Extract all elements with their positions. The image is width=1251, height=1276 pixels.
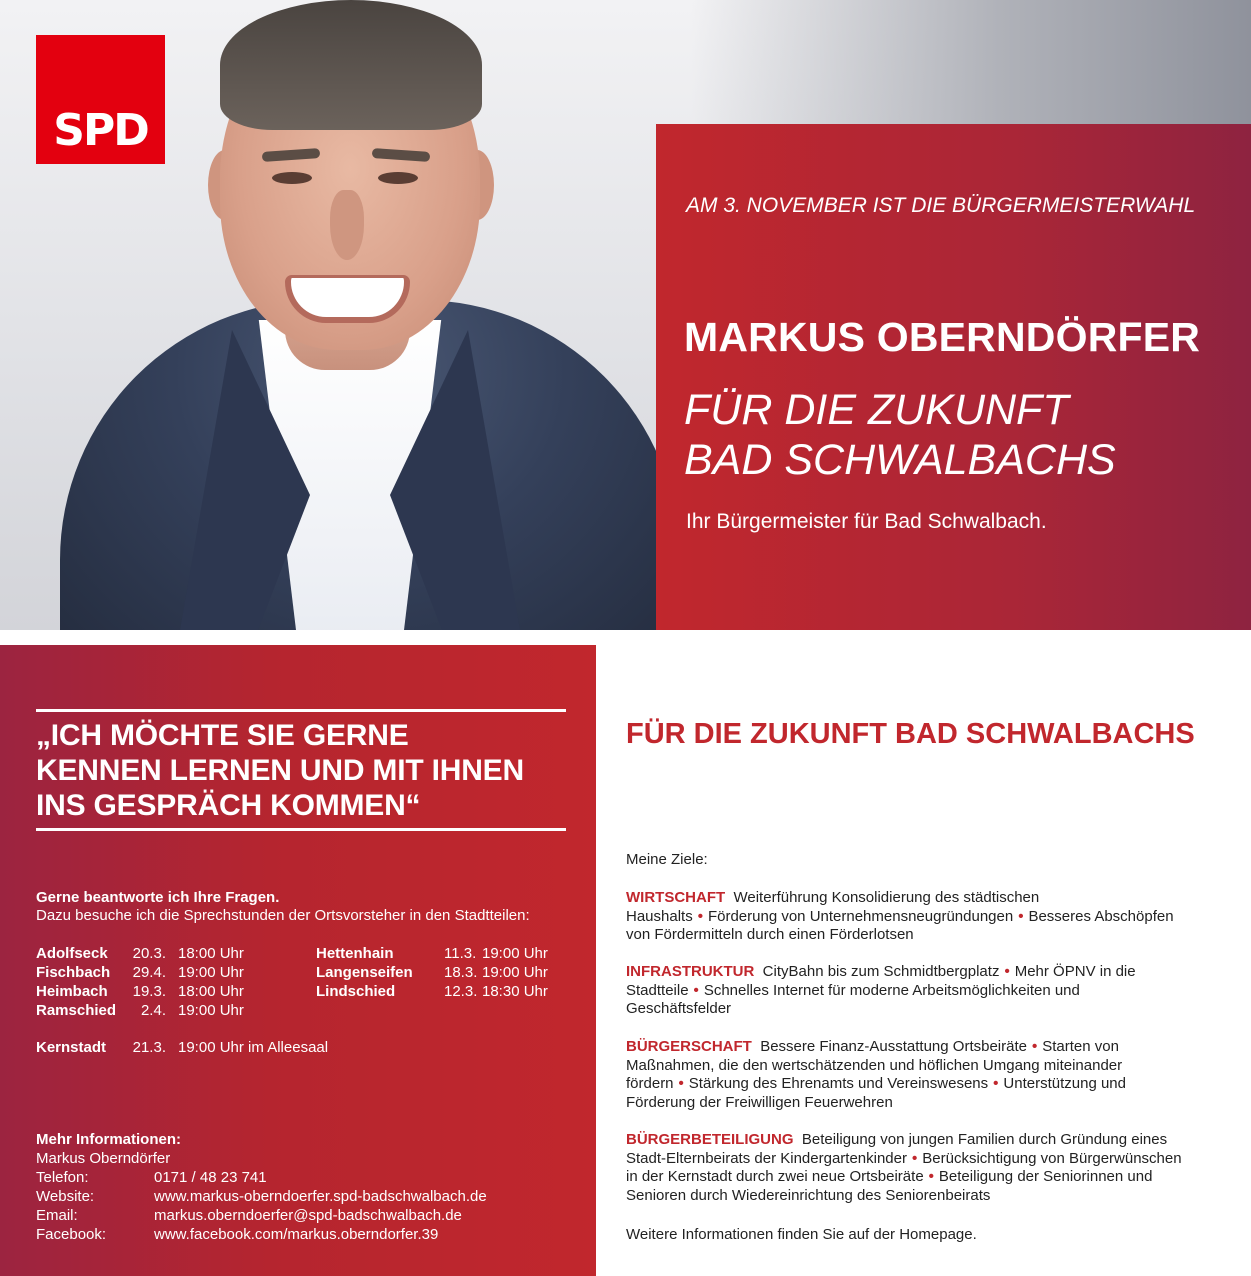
goal-wirtschaft [626,889,1186,945]
spd-logo-text: SPD [53,105,148,156]
schedule-date: 19.3. [132,983,166,1000]
schedule-date: 2.4. [140,1002,166,1019]
schedule-date: 21.3. [132,1039,166,1056]
quote-rule-top [36,709,566,712]
bullet-dot: • [928,1168,934,1186]
schedule-right [316,944,548,1001]
bullet-dot: • [678,1075,684,1093]
goal-item: Berücksichtigung von Bürgerwünschen in der Kernstadt durch zwei neue Ortsbeiräte [626,1149,1182,1186]
goal-item: Weiterführung Konsolidierung des städtischen Haushalts [626,889,1040,925]
goal-key: WIRTSCHAFT [626,889,726,906]
goal-item: Förderung von Unternehmensneugründungen [707,907,1014,925]
contact-phone [36,1169,267,1186]
tagline: Ihr Bürgermeister für Bad Schwalbach. [686,510,1047,533]
website-link[interactable]: www.markus-oberndoerfer.spd-badschwalbach.de [154,1188,487,1205]
goal-key: INFRASTRUKTUR [626,963,755,980]
goal-buergerbeteiligung [626,1131,1186,1206]
goal-item: Besseres Abschöpfen von Fördermitteln durch einen Förderlotsen [626,907,1174,944]
goal-key: BÜRGERSCHAFT [626,1038,752,1055]
portrait-nose [330,190,364,260]
slogan-line-2: BAD SCHWALBACHS [684,436,1116,484]
portrait-hair [220,0,482,130]
schedule-time: 19:00 Uhr [482,945,548,962]
schedule-row [36,1038,328,1057]
schedule-row [36,963,244,982]
hero-text-panel [656,124,1251,630]
bullet-dot: • [1031,1038,1038,1055]
schedule-time: 19:00 Uhr [178,1002,244,1019]
contact-label: Facebook: [36,1226,107,1243]
spd-logo [36,35,165,164]
portrait-eye-left [272,172,312,184]
contact-label: Website: [36,1188,95,1205]
contact-label: Email: [36,1207,78,1224]
schedule-row [36,982,244,1001]
quote-line-2: KENNEN LERNEN UND MIT IHNEN [36,754,524,787]
email-link[interactable]: markus.oberndoerfer@spd-badschwalbach.de [154,1207,462,1224]
goal-item: Mehr ÖPNV in die Stadtteile [626,963,1136,999]
schedule-time: 19:00 Uhr [178,964,244,981]
goal-item: Bessere Finanz-Ausstattung Ortsbeiräte [760,1038,1027,1055]
bullet-dot: • [693,981,699,999]
quote-rule-bottom [36,828,566,831]
schedule-row [36,944,244,963]
schedule-time: 18:30 Uhr [482,983,548,1000]
info-panel [0,645,596,1276]
goals-title: FÜR DIE ZUKUNFT BAD SCHWALBACHS [626,718,1195,750]
contact-facebook [36,1226,438,1243]
goal-item: Unterstützung und Förderung der Freiwilligen Feuerwehren [626,1075,1126,1112]
schedule-place: Adolfseck [36,945,108,962]
bullet-dot: • [697,907,703,925]
questions-heading: Gerne beantworte ich Ihre Fragen. [36,889,280,906]
goal-infrastruktur [626,963,1186,1019]
goal-buergerschaft [626,1038,1186,1113]
schedule-date: 29.4. [132,964,166,981]
schedule-date: 11.3. [444,945,477,962]
portrait-eye-right [378,172,418,184]
schedule-time: 19:00 Uhr [482,964,548,981]
goals-section [626,645,1236,1276]
schedule-row [316,944,548,963]
bullet-dot: • [912,1149,918,1167]
schedule-date: 18.3. [444,964,478,981]
schedule-place: Heimbach [36,983,108,1000]
more-info-heading: Mehr Informationen: [36,1131,181,1148]
goal-item: Starten von Maßnahmen, die den wertschätzenden und höflichen Umgang miteinander fördern [626,1038,1123,1093]
quote-line-3: INS GESPRÄCH KOMMEN“ [36,789,421,822]
hero-backdrop [691,0,1251,125]
goal-item: CityBahn bis zum Schmidtbergplatz [762,963,1000,980]
goal-item: Stärkung des Ehrenamts und Vereinswesens [688,1075,989,1093]
goals-more-info: Weitere Informationen finden Sie auf der Homepage. [626,1226,977,1243]
schedule-kernstadt [36,1038,328,1057]
bullet-dot: • [1018,907,1024,925]
schedule-place: Langenseifen [316,964,413,981]
schedule-time: 18:00 Uhr [178,945,244,962]
bullet-dot: • [1004,963,1010,980]
election-date-line: AM 3. NOVEMBER IST DIE BÜRGERMEISTERWAHL [686,194,1196,217]
hero-section [0,0,1251,630]
goal-key: BÜRGERBETEILIGUNG [626,1131,794,1148]
schedule-place: Kernstadt [36,1039,107,1056]
schedule-date: 12.3. [444,983,478,1000]
schedule-row [316,963,548,982]
candidate-name: MARKUS OBERNDÖRFER [684,314,1201,360]
questions-subtext: Dazu besuche ich die Sprechstunden der Ortsvorsteher in den Stadtteilen: [36,907,530,924]
contact-label: Telefon: [36,1169,89,1186]
portrait-smile [285,275,410,323]
goal-item: Schnelles Internet für moderne Arbeitsmöglichkeiten und Geschäftsfelder [626,981,1080,1018]
schedule-row [36,1001,244,1020]
goal-item: Beteiligung der Seniorinnen und Senioren durch Wiedereinrichtung des Seniorenbeirats [626,1168,1153,1205]
schedule-place: Hettenhain [316,945,394,962]
contact-name: Markus Oberndörfer [36,1150,171,1167]
schedule-date: 20.3. [132,945,166,962]
slogan-line-1: FÜR DIE ZUKUNFT [684,386,1069,434]
schedule-place: Fischbach [36,964,111,981]
schedule-time: 18:00 Uhr [178,983,244,1000]
goals-intro: Meine Ziele: [626,851,708,868]
facebook-link[interactable]: www.facebook.com/markus.oberndorfer.39 [154,1226,439,1243]
schedule-row [316,982,548,1001]
quote-line-1: „ICH MÖCHTE SIE GERNE [36,719,409,752]
schedule-place: Ramschied [36,1002,117,1019]
schedule-left [36,944,244,1020]
schedule-place: Lindschied [316,983,396,1000]
bullet-dot: • [993,1075,999,1093]
contact-email [36,1207,462,1224]
schedule-time: 19:00 Uhr im Alleesaal [178,1039,329,1056]
contact-value: 0171 / 48 23 741 [154,1169,267,1186]
goal-item: Beteiligung von jungen Familien durch Gründung eines Stadt-Elternbeirats der Kindergartenkinder [626,1131,1168,1167]
contact-website [36,1188,487,1205]
